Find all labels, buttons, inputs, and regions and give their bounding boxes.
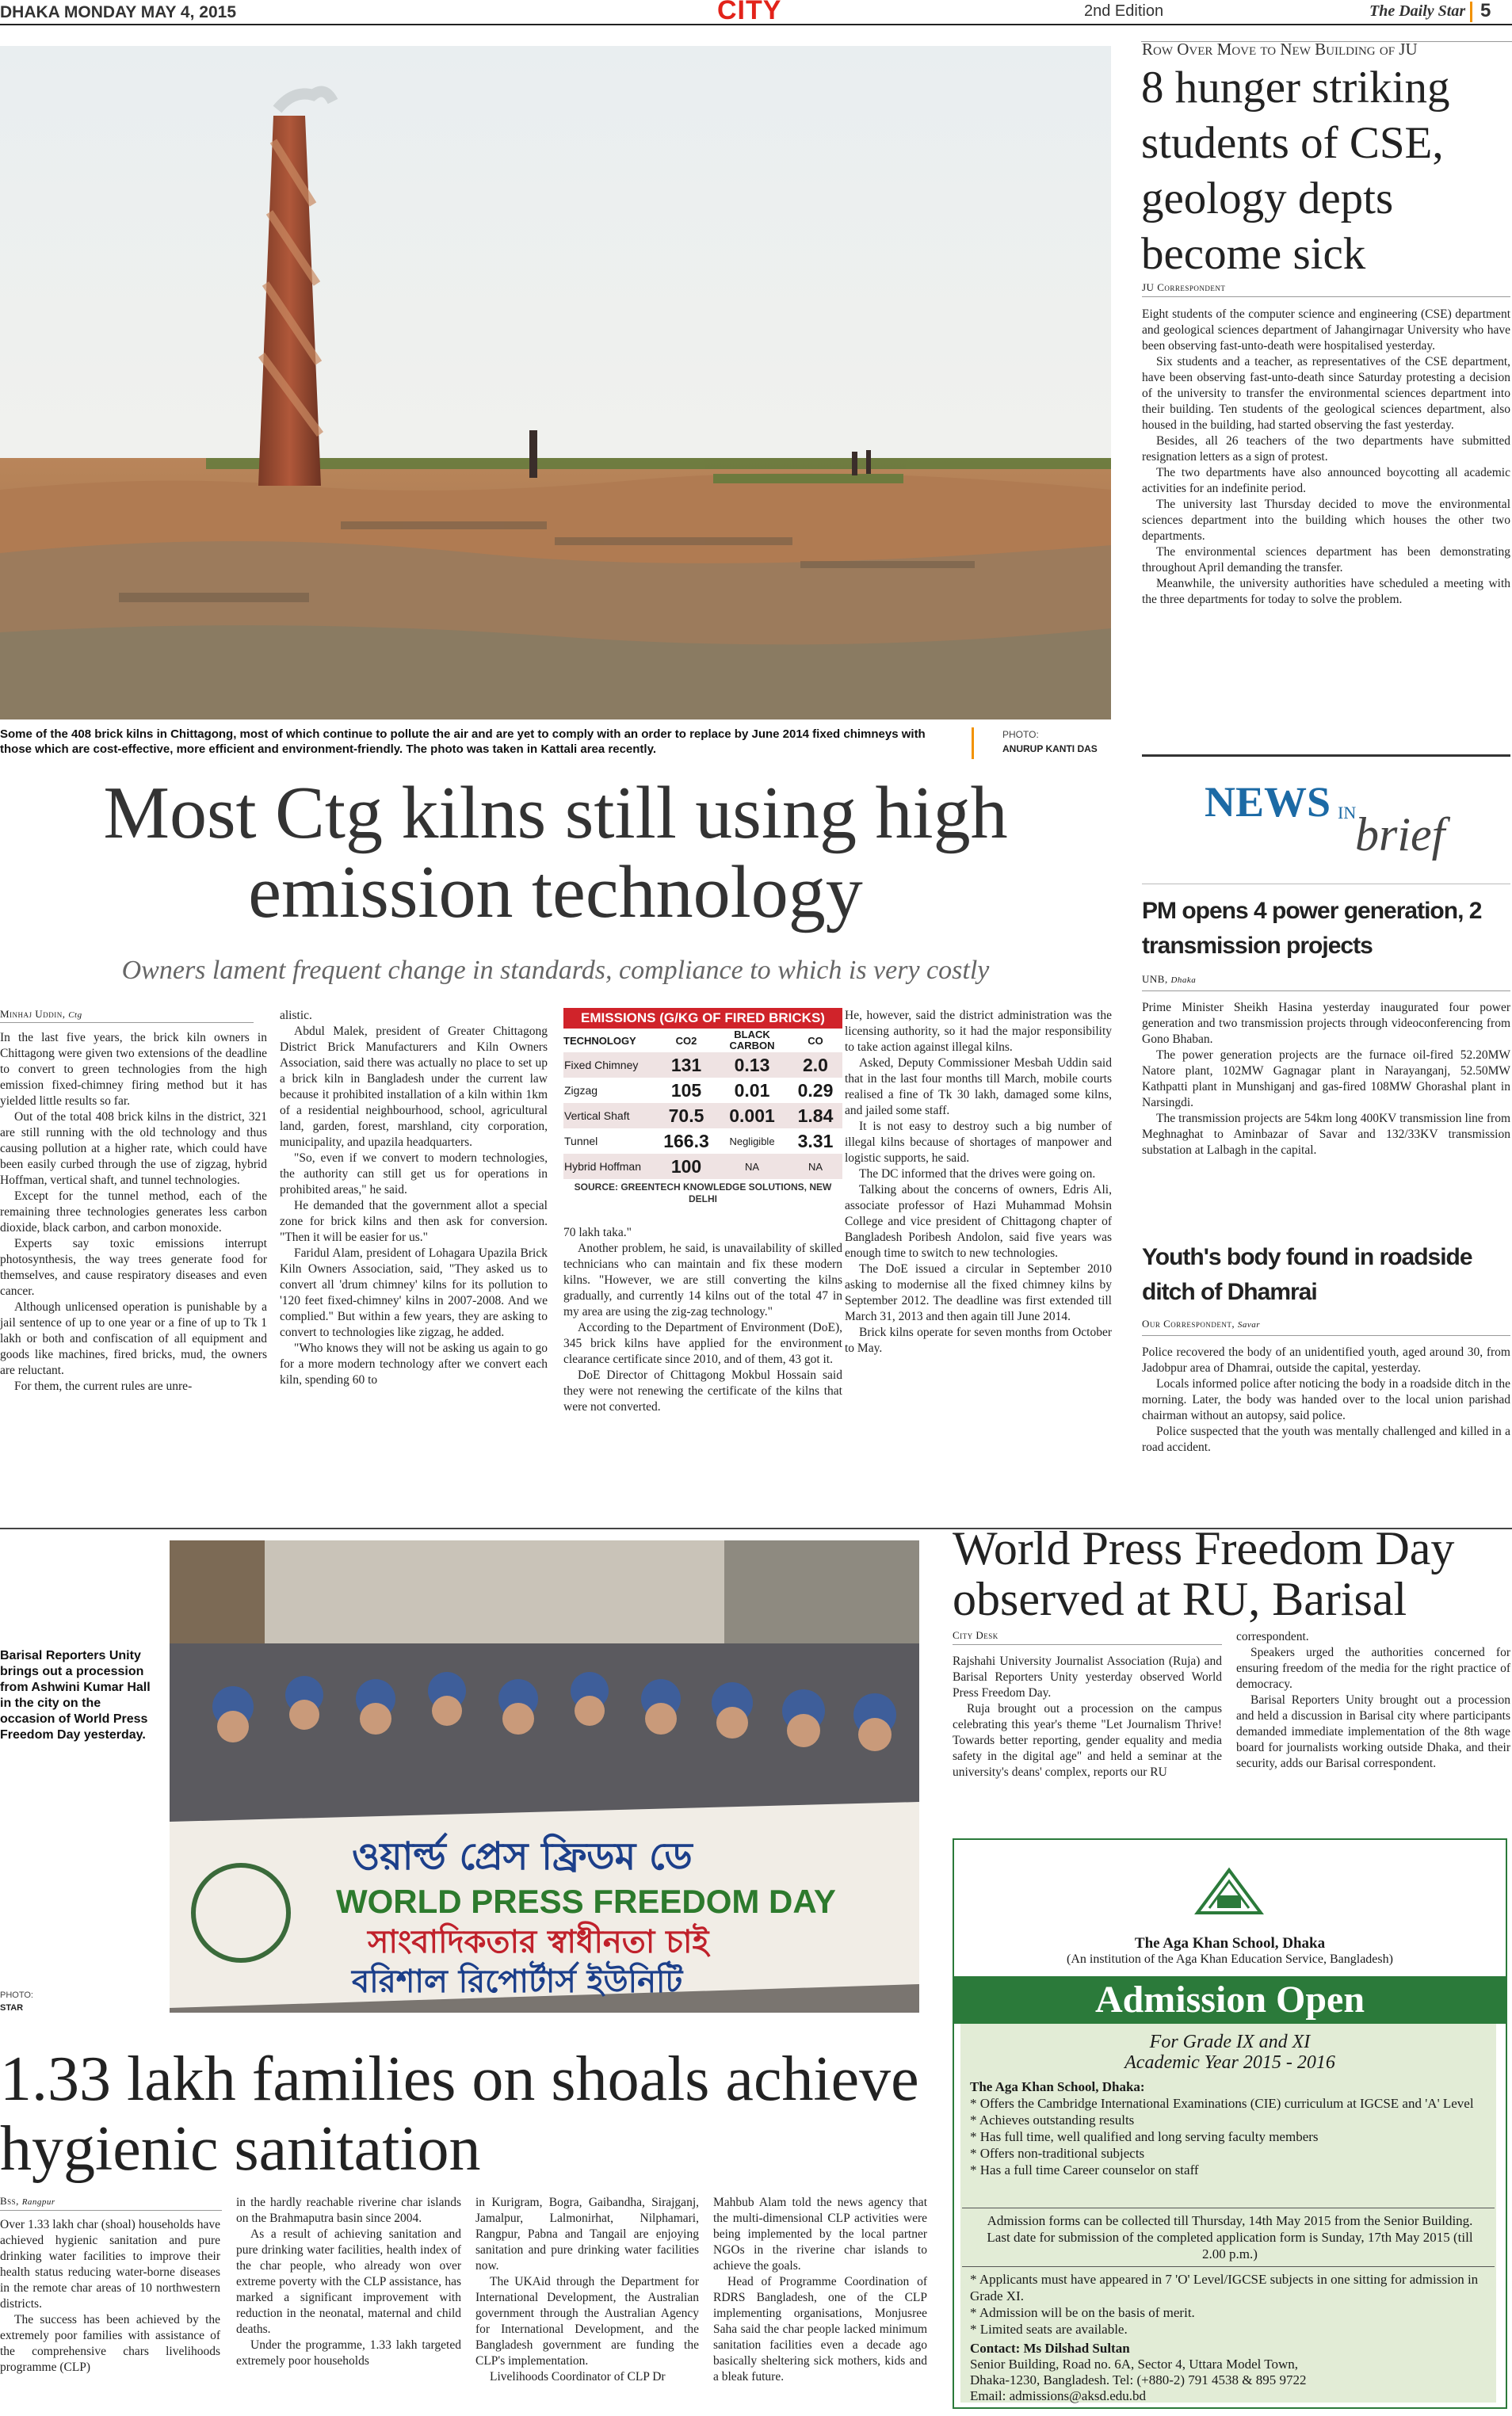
emissions-table	[563, 1008, 842, 1205]
sanitation-byline-place: Rangpur	[21, 2197, 55, 2207]
row-technology: Vertical Shaft	[564, 1109, 630, 1122]
credit-bar	[972, 727, 974, 759]
kilns-col3-p: According to the Department of Environment (DoE), 345 brick kilns have applied for the environment clearance certificate since 2010, and of them, 43 got it.	[563, 1321, 842, 1366]
ju-byline: JU Correspondent	[1142, 281, 1226, 293]
ju-p: Meanwhile, the university authorities have scheduled a meeting with the three departments for today to solve the problem.	[1142, 577, 1510, 606]
masthead	[0, 0, 1512, 25]
feature-text: Offers the Cambridge International Examinations (CIE) curriculum at IGCSE and 'A' Level	[979, 2096, 1474, 2111]
table-row	[563, 1103, 842, 1128]
kilns-col4-p: The DC informed that the drives were going on.	[859, 1167, 1096, 1181]
contact-email[interactable]: Email: admissions@aksd.edu.bd	[970, 2388, 1146, 2403]
edition: 2nd Edition	[1084, 2, 1164, 20]
ad-notes	[970, 2271, 1493, 2338]
col-co2: CO2	[675, 1034, 697, 1047]
emissions-source: SOURCE: GREENTECH KNOWLEDGE SOLUTIONS, NEW DELHI	[574, 1181, 832, 1204]
brief-2-p: Locals informed police after noticing the body in a roadside ditch in the morning. Later, the body was handed over to the local union parishad chairman without an autopsy, said police.	[1142, 1377, 1510, 1422]
brief-1-rule	[1142, 990, 1510, 991]
table-row	[563, 1078, 842, 1103]
kilns-col1-p: Except for the tunnel method, each of the remaining three technologies generates less carbon dioxide, black carbon, and carbon monoxide.	[0, 1189, 267, 1235]
brief-1-p: The power generation projects are the furnace oil-fired 52.20MW Natore plant, 102MW Gagnagar plant in Narayanganj, 52.50MW Kathpatti plant in Munshiganj and gas-fired 108MW Ghorashal plant in Narsingdi.	[1142, 1048, 1510, 1109]
row-black-carbon: Negligible	[729, 1135, 775, 1147]
ad-grade: For Grade IX and XI	[1149, 2032, 1311, 2052]
school-subtitle: (An institution of the Aga Khan Education Service, Bangladesh)	[1067, 1952, 1393, 1966]
news-brief-top-rule	[1142, 754, 1510, 757]
ju-p: Besides, all 26 teachers of the two departments have submitted resignation letters as a sign of protest.	[1142, 434, 1510, 464]
brief-2-byline-place: Savar	[1237, 1320, 1260, 1330]
feature-text: Offers non-traditional subjects	[979, 2146, 1145, 2161]
ju-p: Eight students of the computer science and engineering (CSE) department and geological sciences department of Jahangirnagar University who have been observing fast-unto-death were hospitalised yesterday.	[1142, 307, 1510, 353]
kilns-col4-p: The DoE issued a circular in September 2010 asking to modernise all the fixed chimney kilns by September 2012. The deadline was first extended till March 31, 2013 and then again till June 2014.	[845, 1262, 1112, 1323]
ju-p: The two departments have also announced boycotting all academic activities for an indefinite period.	[1142, 466, 1510, 495]
ju-body	[1142, 307, 1510, 608]
kilns-col2-p: alistic.	[280, 1009, 312, 1022]
row-technology: Fixed Chimney	[564, 1059, 639, 1071]
wpfd-col-2	[1236, 1629, 1510, 1772]
sanitation-col2-p: Under the programme, 1.33 lakh targeted extremely poor households	[236, 2338, 461, 2368]
brick-kiln-caption: Some of the 408 brick kilns in Chittagong, most of which continue to pollute the air and are yet to comply with an order to replace by June 2014 fixed chimneys with those which are cost-effective, more efficient and environment-friendly. The photo was taken in Kattali area recently.	[0, 727, 926, 756]
note-text: Limited seats are available.	[979, 2322, 1128, 2337]
feature-text: Achieves outstanding results	[979, 2113, 1135, 2128]
news-word: NEWS	[1205, 778, 1331, 826]
kilns-col3-p: Another problem, he said, is unavailability of skilled technicians who can maintain and fix these modern kilns. "However, we are still converting the kilns gradually, and currently 14 kilns out of the total 47 in my area are using the zig-zag technology."	[563, 1242, 842, 1319]
wpfd-col-1	[953, 1654, 1222, 1781]
note-item: * Admission will be on the basis of merit.	[970, 2305, 1195, 2320]
sanitation-byline-rule	[0, 2210, 222, 2211]
row-co2: 105	[670, 1079, 702, 1101]
row-black-carbon: 0.01	[734, 1079, 770, 1101]
kilns-col2-p: "Who knows they will not be asking us again to go for a more modern technology after we convert each kiln, spending 60 to	[280, 1342, 548, 1387]
kilns-byline-name: Minhaj Uddin,	[0, 1008, 66, 1020]
brief-2-byline	[1142, 1318, 1260, 1330]
page-number: 5	[1480, 0, 1491, 21]
news-in-brief-logo	[1205, 773, 1466, 868]
sanitation-col-3	[475, 2195, 699, 2385]
section-name: CITY	[717, 0, 782, 25]
brick-kiln-photo	[0, 46, 1111, 719]
sanitation-col4-p: Head of Programme Coordination of RDRS Bangladesh, one of the CLP implementing organisations, Monjusree Saha said the char people lacked minimum sanitation facilities even a decade ago basically sheltering sick mothers, kids and a bleak future.	[713, 2275, 927, 2384]
wpfd-col2-p: correspondent.	[1236, 1630, 1309, 1643]
brief-1-byline-name: UNB,	[1142, 973, 1168, 985]
sanitation-col1-p: The success has been achieved by the extremely poor families with assistance of the comprehensive chars livelihoods programme (CLP)	[0, 2313, 220, 2374]
contact-line: Dhaka-1230, Bangladesh. Tel: (+880-2) 791 4538 & 895 9722	[970, 2372, 1307, 2387]
row-co2: 131	[670, 1054, 702, 1075]
table-row	[563, 1052, 842, 1078]
kilns-headline: Most Ctg kilns still using high emission technology	[103, 772, 1008, 933]
ad-contact	[970, 2341, 1493, 2404]
sanitation-col-2	[236, 2195, 461, 2369]
sanitation-col3-p: in Kurigram, Bogra, Gaibandha, Sirajganj, Jamalpur, Lalmonirhat, Nilphamari, Rangpur, Pabna and Tangail are enjoying sanitation and pure drinking water facilities now.	[475, 2196, 699, 2273]
wpfd-col1-p: Rajshahi University Journalist Association (Ruja) and Barisal Reporters Unity yesterday observed World Press Freedom Day.	[953, 1655, 1222, 1700]
feature-item: * Has full time, well qualified and long serving faculty members	[970, 2129, 1319, 2144]
sanitation-col2-p: in the hardly reachable riverine char islands on the Brahmaputra basin since 2004.	[236, 2196, 461, 2225]
sanitation-col4-p: Mahbub Alam told the news agency that the multi-dimensional CLP activities were being implemented by the local partner NGOs in the riverine char islands to achieve the goals.	[713, 2196, 927, 2273]
row-co: 1.84	[797, 1105, 834, 1126]
brief-1-byline	[1142, 973, 1196, 986]
kilns-col3-p: 70 lakh taka."	[563, 1226, 632, 1239]
banner-bangla-title: ওয়ার্ল্ড প্রেস ফ্রিডম ডে	[352, 1834, 693, 1879]
brief-1-body	[1142, 1000, 1510, 1158]
sanitation-col3-p: The UKAid through the Department for International Development, the Australian government through the Australian Agency for International Development, and the Bangladesh government are funding the CLP's implementation.	[475, 2275, 699, 2368]
kilns-col-3	[563, 1225, 842, 1415]
byline-rule	[0, 1022, 254, 1023]
brief-word: brief	[1355, 808, 1445, 861]
kilns-col4-p: Asked, Deputy Commissioner Mesbah Uddin said that in the last four months till March, mobile courts realised a fine of Tk 30 lakh, damaged some kilns, and jailed some staff.	[845, 1056, 1112, 1117]
table-row	[563, 1128, 842, 1154]
kilns-col1-p: Experts say toxic emissions interrupt photosynthesis, the way trees generate food for themselves, and cause respiratory diseases and even cancer.	[0, 1237, 267, 1298]
brief-2-headline: Youth's body found in roadside ditch of Dhamrai	[1142, 1244, 1472, 1305]
kilns-col1-p: In the last five years, the brick kiln owners in Chittagong were given two extensions of the deadline to convert to green technologies from the high emission fixed-chimney firing method but it has yielded little results so far.	[0, 1031, 267, 1108]
kilns-col4-p: He, however, said the district administration was the licensing authority, so it had the major responsibility to take action against illegal kilns.	[845, 1009, 1112, 1054]
brief-2-rule	[1142, 1335, 1510, 1336]
kilns-col4-p: It is not easy to destroy such a big number of illegal kilns because of shortages of manpower and logistic supports, he said.	[845, 1120, 1112, 1165]
kilns-col2-p: Abdul Malek, president of Greater Chittagong District Brick Manufacturers and Kiln Owners Association, said there was actually no place to set up a brick kiln in Bangladesh under the current law because it prohibited installation of a kiln within 1km of a residential neighbourhood, school, agricultural land, garden, forest, marshland, city corporation, municipality, and upazila headquarters.	[280, 1025, 548, 1149]
kilns-col2-p: He demanded that the government allot a special zone for brick kilns and then ask for conversion. "Then it will be easier for us."	[280, 1199, 548, 1244]
admission-ad	[953, 1838, 1507, 2409]
sanitation-col-1	[0, 2217, 220, 2376]
note-text: Applicants must have appeared in 7 'O' Level/IGCSE subjects in one sitting for admission in Grade XI.	[970, 2272, 1479, 2303]
brief-2-byline-name: Our Correspondent,	[1142, 1318, 1235, 1330]
wpfd-byline-rule	[953, 1644, 1222, 1645]
sanitation-col1-p: Over 1.33 lakh char (shoal) households have achieved hygienic sanitation and pure drinking water facilities to improve their health status reducing water-borne diseases in the remote char areas of 10 northwestern districts.	[0, 2218, 220, 2311]
wpfd-byline: City Desk	[953, 1629, 998, 1641]
admission-title: Admission Open	[954, 1976, 1506, 2024]
dateline: DHAKA MONDAY MAY 4, 2015	[0, 3, 236, 21]
ju-p: The environmental sciences department has been demonstrating throughout April demanding the transfer.	[1142, 545, 1510, 574]
ju-p: The university last Thursday decided to move the environmental sciences department into the building which houses the other two departments.	[1142, 498, 1510, 543]
emissions-header-row	[563, 1029, 842, 1052]
paper-name: The Daily Star	[1369, 2, 1466, 20]
brief-2-p: Police recovered the body of an unidentified youth, aged around 30, from Jadobpur area of Dhamrai, outside the capital, yesterday.	[1142, 1345, 1510, 1375]
kilns-col-1	[0, 1030, 267, 1395]
feature-text: Has full time, well qualified and long serving faculty members	[979, 2129, 1319, 2144]
feature-item: * Achieves outstanding results	[970, 2113, 1135, 2128]
kilns-subhead: Owners lament frequent change in standards, compliance to which is very costly	[121, 956, 990, 985]
feature-item: * Offers non-traditional subjects	[970, 2146, 1145, 2161]
contact-label: Contact: Ms Dilshad Sultan	[970, 2341, 1130, 2356]
banner-english-title: WORLD PRESS FREEDOM DAY	[336, 1883, 836, 1920]
row-technology: Hybrid Hoffman	[564, 1160, 642, 1173]
kilns-col-2	[280, 1008, 548, 1388]
brief-2-body	[1142, 1345, 1510, 1456]
press-freedom-photo	[170, 1540, 919, 2013]
row-co2: 70.5	[668, 1105, 704, 1126]
press-photo-caption: Barisal Reporters Unity brings out a procession from Ashwini Kumar Hall in the city on the occasion of World Press Freedom Day yesterday.	[0, 1649, 151, 1742]
contact-line: Senior Building, Road no. 6A, Sector 4, Uttara Model Town,	[970, 2357, 1299, 2372]
banner-bangla-slogan: সাংবাদিকতার স্বাধীনতা চাই	[368, 1924, 709, 1960]
ad-year: Academic Year 2015 - 2016	[1124, 2052, 1335, 2073]
brief-1-byline-place: Dhaka	[1170, 975, 1197, 985]
row-co: 3.31	[797, 1130, 834, 1151]
ju-headline: 8 hunger striking students of CSE, geology depts become sick	[1141, 63, 1450, 279]
ad-intro: The Aga Khan School, Dhaka:	[970, 2079, 1145, 2094]
ad-forms-note: Admission forms can be collected till Thursday, 14th May 2015 from the Senior Building. Last date for submission of the completed application form is Sunday, 17th May 2015 (till 2.00 p.m.)	[987, 2213, 1473, 2261]
wpfd-col2-p: Barisal Reporters Unity brought out a procession and held a discussion in Barisal city where participants demanded immediate implementation of the 8th wage board for journalists working outside Dhaka, and their security, adds our Barisal correspondent.	[1236, 1693, 1510, 1770]
wpfd-col2-p: Speakers urged the authorities concerned for ensuring freedom of the media for the right practice of democracy.	[1236, 1646, 1510, 1691]
sanitation-col2-p: As a result of achieving sanitation and pure drinking water facilities, health index of the char people, who already won over extreme poverty with the CLP assistance, has marked a significant improvement with reduction in the neonatal, maternal and child deaths.	[236, 2227, 461, 2336]
row-black-carbon: 0.13	[734, 1054, 770, 1075]
kilns-byline	[0, 1008, 82, 1021]
kilns-col1-p: For them, the current rules are unre-	[14, 1380, 193, 1393]
photo-credit: ANURUP KANTI DAS	[1002, 743, 1098, 754]
forms-rule-bottom	[962, 2266, 1495, 2267]
brief-1-p: The transmission projects are 54km long 400KV transmission line from Meghnaghat to Aminbazar of Savar and 132/33KV transmission substation at Lalbagh in the capital.	[1142, 1112, 1510, 1157]
ad-features	[970, 2095, 1493, 2178]
col-black-carbon: BLACK CARBON	[729, 1029, 775, 1052]
row-technology: Tunnel	[564, 1135, 598, 1147]
kilns-col-4	[845, 1008, 1112, 1357]
school-name: The Aga Khan School, Dhaka	[1134, 1935, 1326, 1952]
feature-item: * Offers the Cambridge International Examinations (CIE) curriculum at IGCSE and 'A' Level	[970, 2096, 1474, 2111]
brief-1-p: Prime Minister Sheikh Hasina yesterday inaugurated four power generation and two transmission projects through videoconferencing from Gono Bhaban.	[1142, 1001, 1510, 1046]
kilns-col2-p: "So, even if we convert to modern technologies, the authority can still get us for operations in prohibited areas," he said.	[280, 1151, 548, 1197]
photo-credit-label: PHOTO:	[1002, 729, 1039, 740]
sanitation-byline-name: Bss,	[0, 2195, 19, 2207]
kilns-col4-p: Talking about the concerns of owners, Edris Ali, associate professor of Hazi Muhammad Mohsin College and vice president of Chittagong chapter of Bangladesh Poribesh Andolon, said five years was enough time to switch to new technologies.	[845, 1183, 1112, 1260]
wpfd-headline: World Press Freedom Day observed at RU, Barisal	[953, 1522, 1455, 1625]
sanitation-headline: 1.33 lakh families on shoals achieve hygienic sanitation	[0, 2044, 919, 2184]
note-item: * Limited seats are available.	[970, 2322, 1128, 2337]
press-freedom-photo-image	[170, 1540, 919, 2013]
ju-byline-rule	[1142, 296, 1510, 297]
banner-bangla-org: বরিশাল রিপোর্টার্স ইউনিটি	[352, 1964, 683, 2000]
brief-2-p: Police suspected that the youth was mentally challenged and killed in a road accident.	[1142, 1425, 1510, 1454]
press-credit: STAR	[0, 2003, 24, 2013]
wpfd-col1-p: Ruja brought out a procession on the campus celebrating this year's theme "Let Journalism Thrive! Towards better reporting, gender equality and media safety in the digital age" and held a seminar at the university's deans' complex, reports our RU	[953, 1702, 1222, 1779]
kilns-col2-p: Faridul Alam, president of Lohagara Upazila Brick Kiln Owners Association, said, "They asked us to convert all 'drum chimney' kilns for its pollution to '120 feet fixed-chimney' kilns in 2007-2008. And we complied." But within a few years, they are asking to convert to technologies like zigzag, he added.	[280, 1246, 548, 1339]
kilns-byline-place: Ctg	[68, 1010, 82, 1020]
kilns-col4-p: Brick kilns operate for seven months from October to May.	[845, 1326, 1112, 1355]
sanitation-byline	[0, 2195, 55, 2208]
school-crest-icon	[1193, 1864, 1265, 1919]
row-technology: Zigzag	[564, 1084, 598, 1097]
kilns-col1-p: Out of the total 408 brick kilns in the district, 321 are still running with the old technology and thus causing pollution at a higher rate, which could have been easily curbed through the use of zigzag, hybrid Hoffman, vertical shaft, and tunnel technologies.	[0, 1110, 267, 1187]
press-credit-label: PHOTO:	[0, 1990, 33, 2000]
page-divider	[1470, 2, 1472, 22]
brick-kiln-photo-image	[0, 46, 1111, 719]
col-co: CO	[808, 1034, 823, 1047]
row-co: 0.29	[797, 1079, 834, 1101]
in-word: IN	[1338, 803, 1357, 823]
feature-text: Has a full time Career counselor on staff	[979, 2162, 1199, 2177]
row-black-carbon: 0.001	[729, 1105, 775, 1126]
brief-1-headline: PM opens 4 power generation, 2 transmission projects	[1142, 898, 1482, 959]
sanitation-col3-p: Livelihoods Coordinator of CLP Dr	[490, 2370, 666, 2384]
row-co: NA	[808, 1160, 823, 1173]
table-row	[563, 1154, 842, 1179]
kilns-col3-p: DoE Director of Chittagong Mokbul Hossain said they were not renewing the certificate of the kilns that were not converted.	[563, 1368, 842, 1414]
ju-p: Six students and a teacher, as representatives of the CSE department, have been observing fast-unto-death since Saturday protesting a decision of the university to transfer the environmental sciences department into their building. Ten students of the geological sciences department, also housed in the building, had started observing the fast yesterday.	[1142, 355, 1510, 432]
note-item: * Applicants must have appeared in 7 'O' Level/IGCSE subjects in one sitting for admission in Grade XI.	[970, 2272, 1479, 2303]
sanitation-col-4	[713, 2195, 927, 2385]
feature-item: * Has a full time Career counselor on staff	[970, 2162, 1199, 2177]
note-text: Admission will be on the basis of merit.	[979, 2305, 1195, 2320]
row-co2: 100	[670, 1155, 702, 1177]
ju-kicker: Row Over Move to New Building of JU	[1142, 40, 1418, 59]
row-co2: 166.3	[663, 1130, 709, 1151]
emissions-table-title: EMISSIONS (G/KG OF FIRED BRICKS)	[563, 1008, 842, 1029]
row-co: 2.0	[803, 1054, 828, 1075]
kilns-col1-p: Although unlicensed operation is punishable by a jail sentence of up to one year or a fine of up to Tk 1 lakh or both and confiscation of all equipment and goods like machines, fired bricks, mud, the owners are reluctant.	[0, 1300, 267, 1377]
col-technology: TECHNOLOGY	[563, 1034, 636, 1047]
row-black-carbon: NA	[744, 1160, 760, 1173]
emissions-grid	[563, 1029, 842, 1179]
